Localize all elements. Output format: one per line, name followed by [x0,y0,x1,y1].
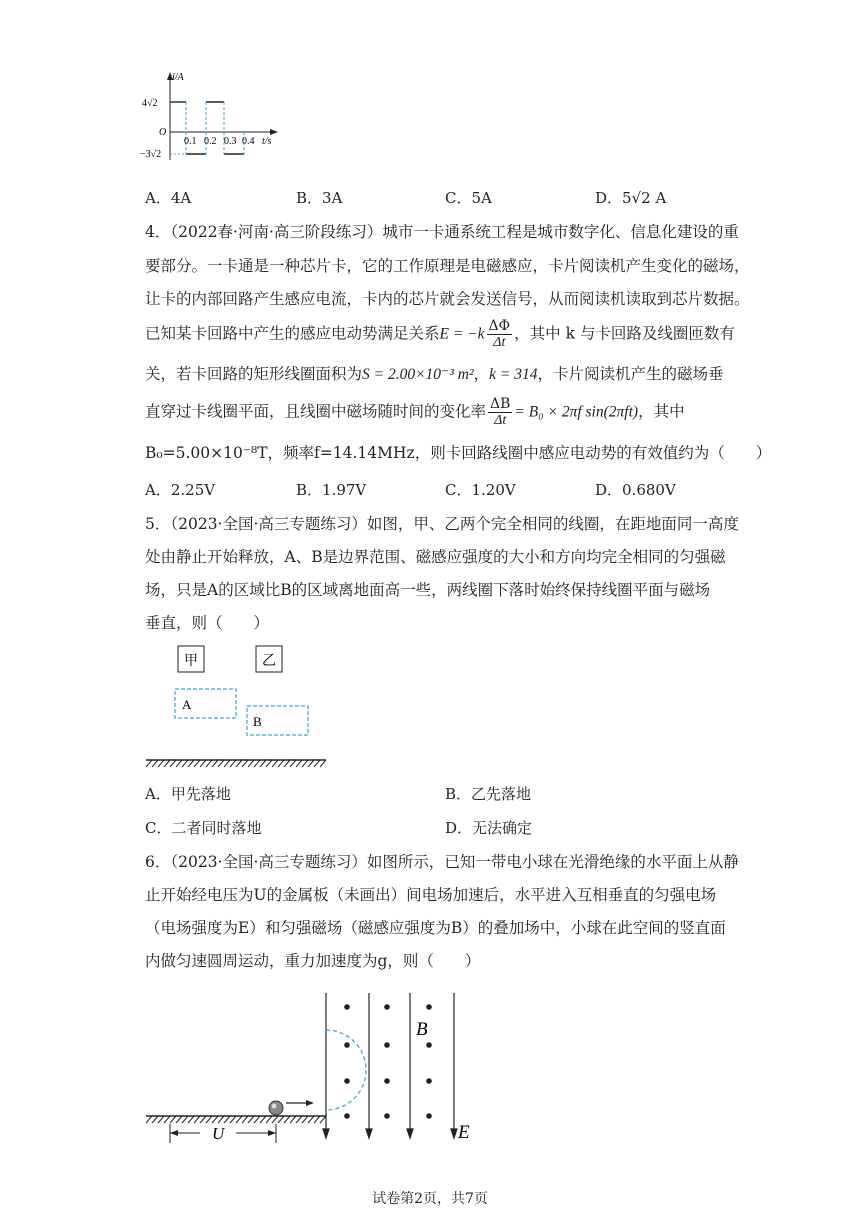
b-field-dot [426,1004,432,1010]
q4-fraction-field-num: ΔB [490,396,511,412]
q4-line-5 [145,363,723,386]
b-field-dot [344,1042,350,1048]
q6-line-4: 内做匀速圆周运动，重力加速度为g，则（ ） [145,952,481,970]
q4-line-6-text-b: ，其中 [638,402,685,421]
graph-origin: O [159,127,167,138]
page-footer: 试卷第2页，共7页 [372,1191,488,1207]
b-field-dot [344,1004,350,1010]
q4-line-6-text-a: 直穿过卡线圈平面，且线圈中磁场随时间的变化率 [145,402,487,421]
coil-jia-label: 甲 [184,654,198,669]
q4-fraction-flux-den: Δt [493,335,506,350]
charged-ball [269,1101,283,1115]
voltage-u-label: U [212,1124,225,1143]
b-field-dot [384,1042,390,1048]
q5-line-2: 处由静止开始释放，A、B是边界范围、磁感应强度的大小和方向均完全相同的匀强磁 [145,548,726,566]
coil-yi-label: 乙 [262,654,276,669]
q5-line-1: 5．（2023·全国·高三专题练习）如图，甲、乙两个完全相同的线圈，在距地面同一高度 [145,515,739,533]
q4-line-6 [145,396,685,429]
q3-option-a[interactable]: A．4A [145,189,192,207]
b-field-dot [426,1113,432,1119]
current-time-graph [140,68,290,168]
q4-line-4 [145,318,735,351]
q4-line-5-text-a: 关，若卡回路的矩形线圈面积为 [145,365,363,383]
b-field-dot [344,1113,350,1119]
q3-option-b[interactable]: B．3A [296,189,343,207]
graph-y-label: i/A [172,72,184,83]
region-a-label: A [182,697,192,712]
q4-formula-area: S = 2.00×10⁻³ m² [362,366,474,383]
q4-option-c[interactable]: C．1.20V [445,481,516,499]
q5-option-d[interactable]: D．无法确定 [445,819,533,837]
q4-formula-rate: = B₀ × 2πf sin(2πft) [514,403,639,421]
graph-tick-1: 0.1 [184,136,197,147]
q6-line-1: 6．（2023·全国·高三专题练习）如图所示，已知一带电小球在光滑绝缘的水平面上从静 [145,853,739,871]
b-field-dot [426,1042,432,1048]
b-field-dot [384,1078,390,1084]
q4-option-d[interactable]: D．0.680V [595,481,676,499]
q4-line-1: 4．（2022春·河南·高三阶段练习）城市一卡通系统工程是城市数字化、信息化建设的重 [145,223,739,241]
q5-option-c[interactable]: C．二者同时落地 [145,819,262,837]
graph-tick-4: 0.4 [242,136,255,147]
b-field-dot [344,1078,350,1084]
b-field-dot [384,1004,390,1010]
graph-tick-3: 0.3 [224,136,237,147]
q4-line-5-text-c: ，卡片阅读机产生的磁场垂 [537,365,724,383]
falling-coils-figure [140,640,340,772]
graph-t-label: t/s [262,136,272,147]
q4-option-b[interactable]: B．1.97V [296,481,367,499]
q4-line-5-text-b: ， [473,365,490,383]
q5-line-4: 垂直，则（ ） [145,614,270,632]
graph-y-pos: 4√2 [142,98,158,109]
q4-line-4-text-b: ，其中 k 与卡回路及线圈匝数有 [514,324,735,343]
q4-line-2: 要部分。一卡通是一种芯片卡，它的工作原理是电磁感应，卡片阅读机产生变化的磁场， [145,257,750,275]
q4-option-a[interactable]: A．2.25V [145,481,216,499]
q4-formula-emf: E = −k [439,325,485,343]
field-figure [140,985,480,1145]
q6-line-3: （电场强度为E）和匀强磁场（磁感应强度为B）的叠加场中，小球在此空间的竖直面 [145,919,726,937]
q4-fraction-flux [487,318,513,351]
graph-y-neg: −3√2 [140,149,162,160]
q4-line-4-text-a: 已知某卡回路中产生的感应电动势满足关系 [145,324,440,343]
field-e-label: E [458,1122,470,1143]
q3-option-d[interactable]: D．5√2 A [595,189,667,207]
q3-option-c[interactable]: C．5A [445,189,492,207]
q5-option-b[interactable]: B．乙先落地 [445,785,532,803]
q4-line-7: B₀=5.00×10⁻⁸T，频率f=14.14MHz，则卡回路线圈中感应电动势的有效值约为（ ） [145,444,772,462]
graph-tick-2: 0.2 [204,136,217,147]
q4-formula-k: k = 314 [489,366,538,383]
q4-line-3: 让卡的内部回路产生感应电流，卡内的芯片就会发送信号，从而阅读机读取到芯片数据。 [145,290,750,308]
field-b-label: B [416,1019,428,1040]
b-field-dot [426,1078,432,1084]
region-b-label: B [253,714,262,729]
q4-fraction-flux-num: ΔΦ [488,318,511,334]
q6-line-2: 止开始经电压为U的金属板（未画出）间电场加速后，水平进入互相垂直的匀强电场 [145,886,717,904]
q4-fraction-field [488,396,512,429]
b-field-dot [384,1113,390,1119]
q5-line-3: 场，只是A的区域比B的区域离地面高一些，两线圈下落时始终保持线圈平面与磁场 [145,581,711,599]
q5-option-a[interactable]: A．甲先落地 [145,785,231,803]
q4-fraction-field-den: Δt [494,413,507,428]
